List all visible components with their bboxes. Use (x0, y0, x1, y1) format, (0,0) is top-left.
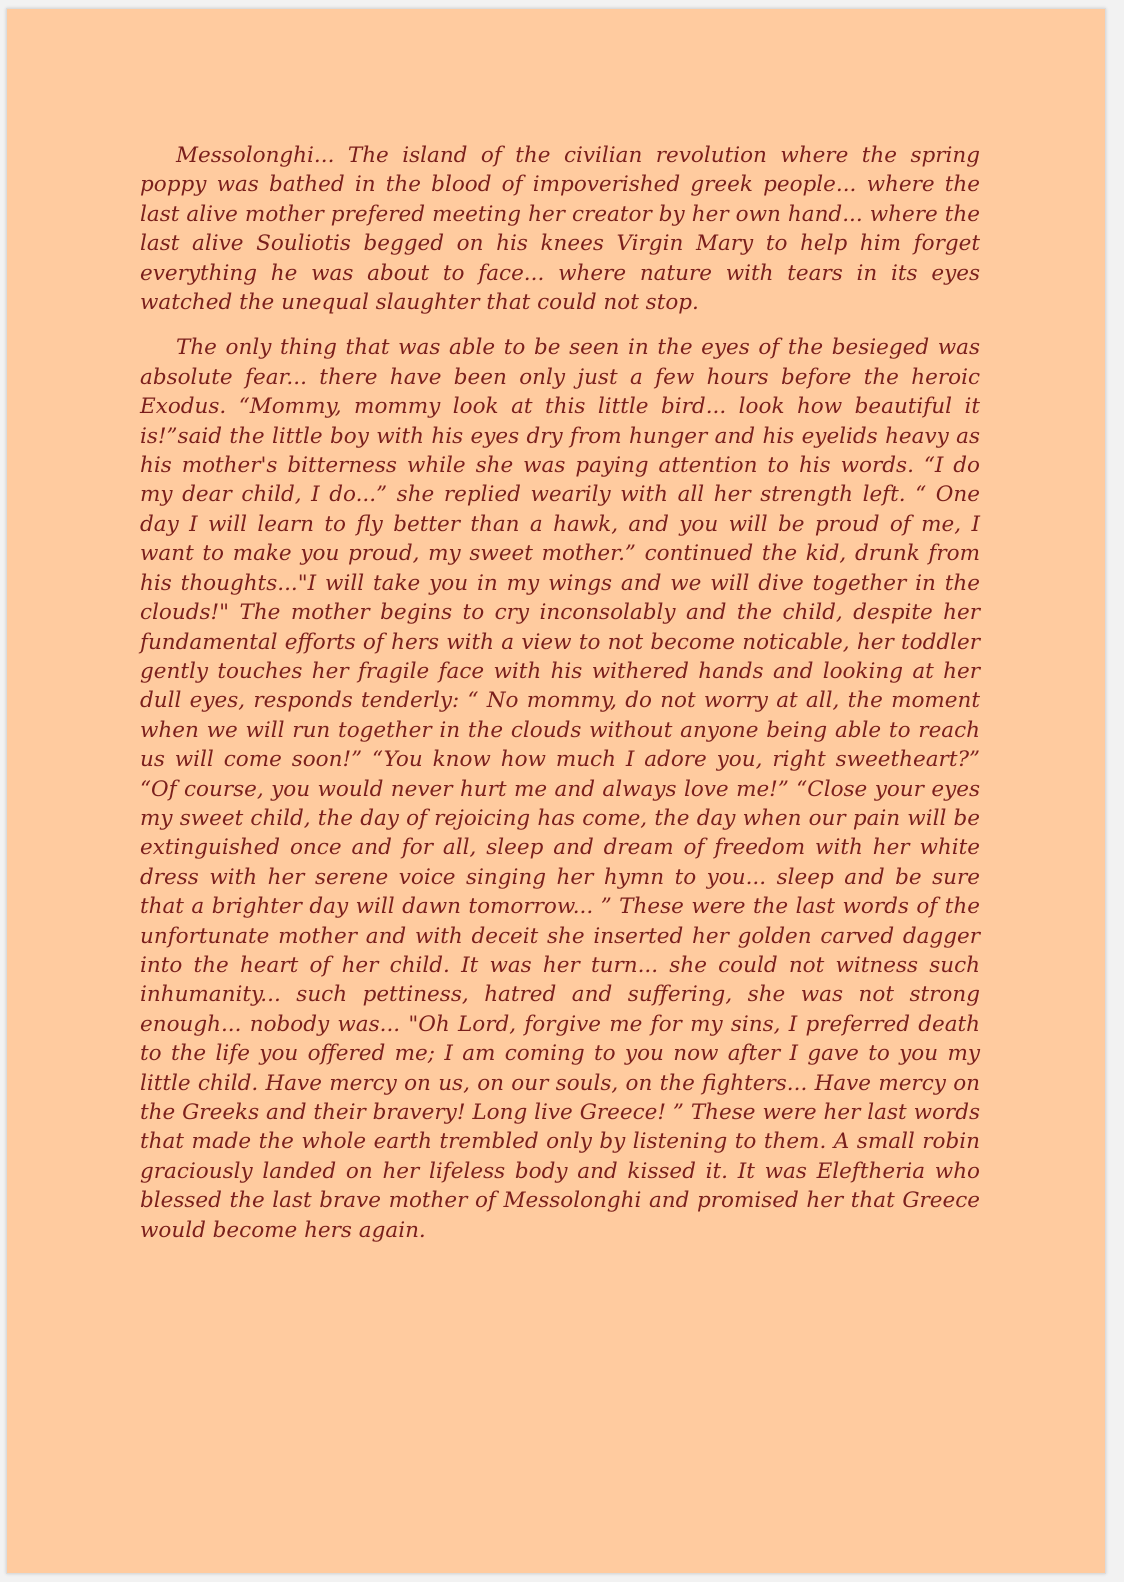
document-page (6, 8, 1106, 1574)
paragraph-2: The only thing that was able to be seen in the eyes of the besieged was absolute fear... there have been only just a few hours before the heroic Exodus. “Mommy, mommy look at this little bird... look how beautiful it is!”said the little boy with his eyes dry from hunger and his eyelids heavy as his mother's bitterness while she was paying attention to his words. “I do my dear child, I do...” she replied wearily with all her strength left. “ One day I will learn to fly better than a hawk, and you will be proud of me, I want to make you proud, my sweet mother.” continued the kid, drunk from his thoughts..."I will take you in my wings and we will dive together in the clouds!" The mother begins to cry inconsolably and the child, despite her fundamental efforts of hers with a view to not become noticable, her toddler gently touches her fragile face with his withered hands and looking at her dull eyes, responds tenderly: “ No mommy, do not worry at all, the moment when we will run together in the clouds without anyone being able to reach us will come soon!” “You know how much I adore you, right sweetheart?” “Of course, you would never hurt me and always love me!” “Close your eyes my sweet child, the day of rejoicing has come, the day when our pain will be extinguished once and for all, sleep and dream of freedom with her white dress with her serene voice singing her hymn to you... sleep and be sure that a brighter day will dawn tomorrow... ” These were the last words of the unfortunate mother and with deceit she inserted her golden carved dagger into the heart of her child. It was her turn... she could not witness such inhumanity... such pettiness, hatred and suffering, she was not strong enough... nobody was... "Oh Lord, forgive me for my sins, I preferred death to the life you offered me; I am coming to you now after I gave to you my little child. Have mercy on us, on our souls, on the fighters... Have mercy on the Greeks and their bravery! Long live Greece! ” These were her last words that made the whole earth trembled only by listening to them. A small robin graciously landed on her lifeless body and kissed it. It was Eleftheria who blessed the last brave mother of Messolonghi and promised her that Greece would become hers again. (140, 335, 980, 1243)
paragraph-1: Messolonghi... The island of the civilian revolution where the spring poppy was bathed in the blood of impoverished greek people... where the last alive mother prefered meeting her creator by her own hand... where the last alive Souliotis begged on his knees Virgin Mary to help him forget everything he was about to face... where nature with tears in its eyes watched the unequal slaughter that could not stop. (140, 143, 980, 316)
story-text (140, 141, 980, 1245)
